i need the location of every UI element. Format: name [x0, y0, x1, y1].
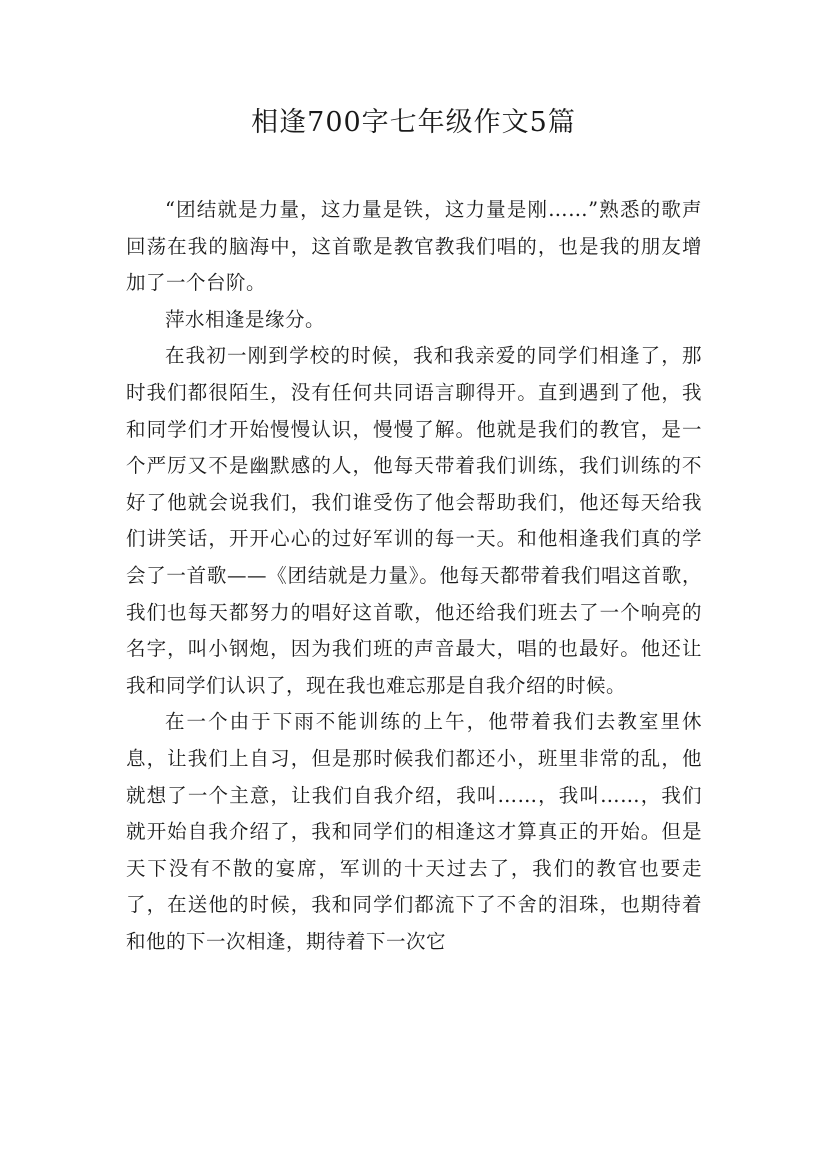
paragraph-2: 萍水相逢是缘分。 [165, 307, 326, 331]
paragraph-1: “团结就是力量，这力量是铁，这力量是刚……”熟悉的歌声回荡在我的脑海中，这首歌是教官教我们唱的，也是我的朋友增加了一个台阶。 [126, 198, 702, 295]
document-title: 相逢700字七年级作文5篇 [251, 107, 576, 138]
paragraph-4: 在一个由于下雨不能训练的上午，他带着我们去教室里休息，让我们上自习，但是那时候我们都还小，班里非常的乱，他就想了一个主意，让我们自我介绍，我叫……，我叫……，我们就开始自我介绍了，我和同学们的相逢这才算真正的开始。但是天下没有不散的宴席，军训的十天过去了，我们的教官也要走了，在送他的时候，我和同学们都流下了不舍的泪珠，也期待着和他的下一次相逢，期待着下一次它 [126, 710, 702, 953]
paragraph-3: 在我初一刚到学校的时候，我和我亲爱的同学们相逢了，那时我们都很陌生，没有任何共同语言聊得开。直到遇到了他，我和同学们才开始慢慢认识，慢慢了解。他就是我们的教官，是一个严厉又不是幽默感的人，他每天带着我们训练，我们训练的不好了他就会说我们，我们谁受伤了他会帮助我们，他还每天给我们讲笑话，开开心心的过好军训的每一天。和他相逢我们真的学会了一首歌——《团结就是力量》。他每天都带着我们唱这首歌，我们也每天都努力的唱好这首歌，他还给我们班去了一个响亮的名字，叫小钢炮，因为我们班的声音最大，唱的也最好。他还让我和同学们认识了，现在我也难忘那是自我介绍的时候。 [126, 344, 702, 697]
document-body [126, 192, 702, 960]
